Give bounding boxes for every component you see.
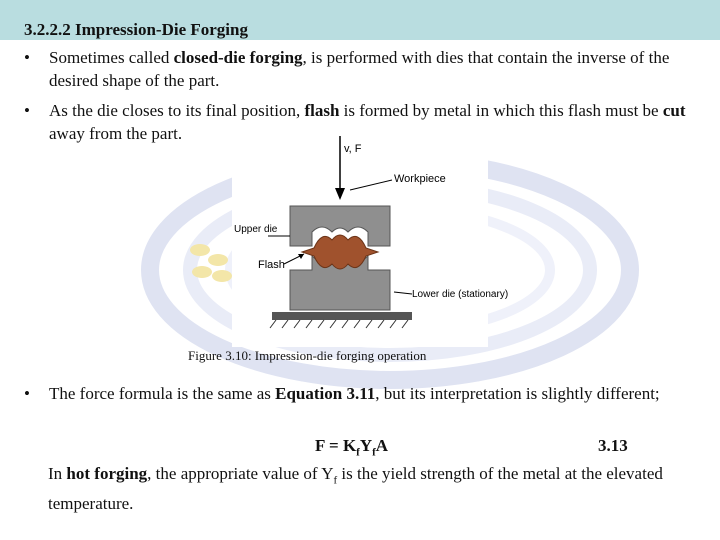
bullet-symbol: • [24, 101, 30, 120]
term-equation-ref: Equation 3.11 [275, 384, 376, 403]
forging-diagram [232, 132, 509, 347]
force-arrow-icon [335, 188, 345, 200]
label-upper-die: Upper die [234, 224, 278, 235]
ground-base [272, 312, 412, 320]
impression-die-figure [232, 132, 509, 347]
figure-caption: Figure 3.10: Impression-die forging operation [188, 348, 427, 363]
term-flash: flash [304, 101, 340, 120]
label-force: v, F [344, 143, 362, 155]
label-workpiece: Workpiece [394, 173, 446, 185]
bullet-closed-die: • Sometimes called closed-die forging, is performed with dies that contain the inverse of the desired shape of the part. [24, 48, 670, 90]
bullet-symbol: • [24, 384, 30, 403]
label-lower-die: Lower die (stationary) [412, 289, 509, 300]
bullet-symbol: • [24, 48, 30, 67]
term-closed-die-forging: closed-die forging [173, 48, 303, 67]
force-formula: $F = K_fY_fA$ [315, 436, 389, 459]
label-flash: Flash [258, 259, 285, 271]
equation-number: 3.13 [598, 436, 628, 455]
bullet-force-formula: • The force formula is the same as Equation 3.11, but its interpretation is slightly different; [24, 384, 660, 403]
term-cut: cut [662, 101, 686, 120]
hot-forging-paragraph: In hot forging, the appropriate value of $Y_f$ is the yield strength of the metal at the elevated temperature. [48, 464, 663, 514]
term-hot-forging: hot forging [66, 464, 148, 483]
section-heading: 3.2.2.2 Impression-Die Forging [24, 20, 248, 39]
bullet-flash: • As the die closes to its final position, flash is formed by metal in which this flash must be cut away from the part. [24, 101, 686, 143]
